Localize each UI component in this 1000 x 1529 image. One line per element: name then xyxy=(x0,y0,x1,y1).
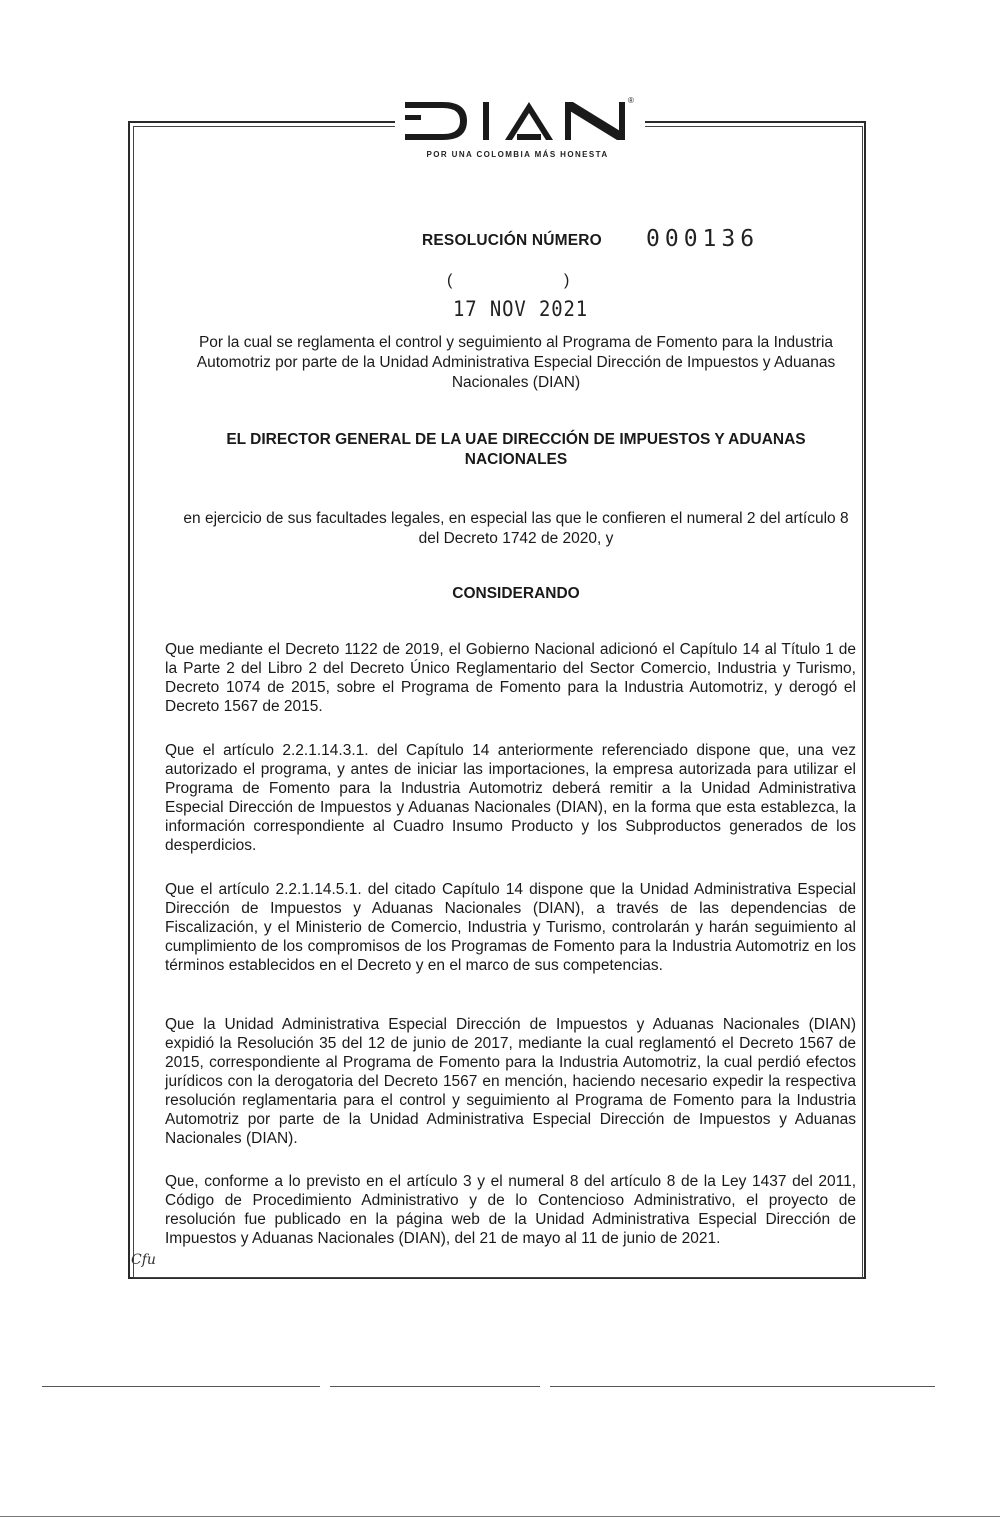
resolution-number: 000136 xyxy=(646,226,760,252)
footer-divider-right xyxy=(550,1386,935,1387)
registered-mark: ® xyxy=(628,96,634,105)
considerando-paragraph-2: Que el artículo 2.2.1.14.3.1. del Capítulo 14 anteriormente referenciado dispone que, una vez autorizado el programa, y antes de iniciar las importaciones, la empresa autorizada para utilizar el Programa de Fomento para la Industria Automotriz deberá remitir a la Unidad Administrativa Especial Dirección de Impuestos y Aduanas Nacionales (DIAN), en la forma que esta establezca, la información correspondiente al Cuadro Insumo Producto y los Subproductos generados de los desperdicios. xyxy=(165,742,856,854)
issuing-authority: EL DIRECTOR GENERAL DE LA UAE DIRECCIÓN DE IMPUESTOS Y ADUANAS NACIONALES xyxy=(226,431,806,468)
paren-open: ( xyxy=(447,272,453,289)
logo-tagline: POR UNA COLOMBIA MÁS HONESTA xyxy=(426,150,609,159)
considerando-paragraph-3: Que el artículo 2.2.1.14.5.1. del citado Capítulo 14 dispone que la Unidad Administrativa Especial Dirección de Impuestos y Aduanas Nacionales (DIAN), a través de las dependencias de Fiscalización, y el Ministerio de Comercio, Industria y Turismo, controlarán y harán seguimiento al cumplimiento de los compromisos de los Programas de Fomento para la Industria Automotriz en los términos establecidos en el Decreto y en el marco de sus competencias. xyxy=(165,881,856,974)
resolution-date-stamp: 17 NOV 2021 xyxy=(453,297,589,321)
considerando-paragraph-1: Que mediante el Decreto 1122 de 2019, el Gobierno Nacional adicionó el Capítulo 14 al Título 1 de la Parte 2 del Libro 2 del Decreto Único Reglamentario del Sector Comercio, Industria y Turismo, Decreto 1074 de 2015, sobre el Programa de Fomento para la Industria Automotriz, y derogó el Decreto 1567 de 2015. xyxy=(165,641,856,715)
considerando-paragraph-4: Que la Unidad Administrativa Especial Dirección de Impuestos y Aduanas Nacionales (DIAN) expidió la Resolución 35 del 12 de junio de 2017, mediante la cual reglamentó el Decreto 1567 de 2015, correspondiente al Programa de Fomento para la Industria Automotriz, la cual perdió efectos jurídicos con la derogatoria del Decreto 1567 en mención, haciendo necesario expedir la respectiva resolución reglamentaria para el control y seguimiento al Programa de Fomento para la Industria Automotriz por parte de la Unidad Administrativa Especial Dirección de Impuestos y Aduanas Nacionales (DIAN). xyxy=(165,1016,856,1147)
resolution-subject: Por la cual se reglamenta el control y seguimiento al Programa de Fomento para la Industria Automotriz por parte de la Unidad Administrativa Especial Dirección de Impuestos y Aduanas Nacionales (DIAN) xyxy=(196,334,836,391)
paren-close: ) xyxy=(564,272,570,289)
considerando-heading: CONSIDERANDO xyxy=(452,585,580,602)
considerando-paragraph-5: Que, conforme a lo previsto en el artículo 3 y el numeral 8 del artículo 8 de la Ley 1437 del 2011, Código de Procedimiento Administrativo y de lo Contencioso Administrativo, el proyecto de resolución fue publicado en la página web de la Unidad Administrativa Especial Dirección de Impuestos y Aduanas Nacionales (DIAN), del 21 de mayo al 11 de junio de 2021. xyxy=(165,1173,856,1247)
resolution-label: RESOLUCIÓN NÚMERO xyxy=(422,232,602,249)
dian-logo xyxy=(405,100,645,142)
footer-divider-left xyxy=(42,1386,320,1387)
handwritten-initials: Cfu xyxy=(131,1252,156,1268)
footer-divider-middle xyxy=(330,1386,540,1387)
page-bottom-line xyxy=(0,1516,1000,1517)
legal-faculties: en ejercicio de sus facultades legales, en especial las que le confieren el numeral 2 del artículo 8 del Decreto 1742 de 2020, y xyxy=(183,510,849,547)
